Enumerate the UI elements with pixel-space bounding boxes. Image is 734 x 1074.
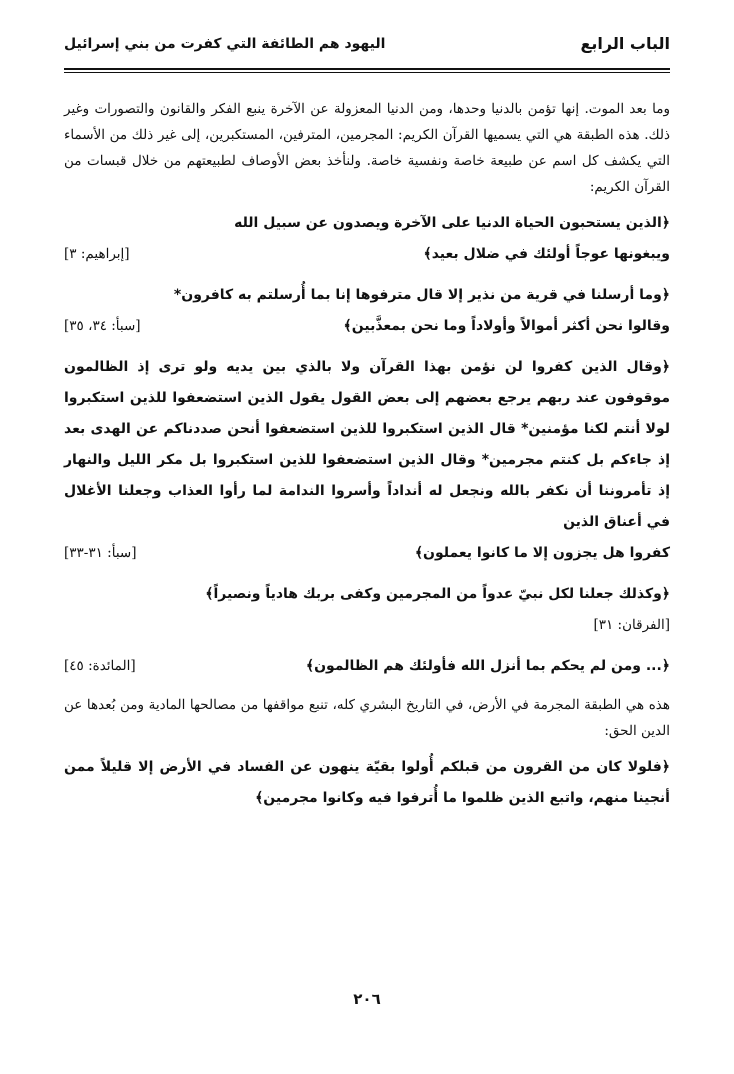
verse-hud <box>64 752 670 814</box>
verse-line: ويبغونها عوجاً أولئك في ضلال بعيد﴾ <box>423 246 670 262</box>
chapter-title: الباب الرابع <box>580 34 670 53</box>
verse-reference: [سبأ: ٣٤، ٣٥] <box>64 318 141 334</box>
verse-maidah <box>64 651 670 682</box>
verse-reference: [المائدة: ٤٥] <box>64 658 136 674</box>
verse-furqan <box>64 579 670 641</box>
verse-saba-34 <box>64 280 670 342</box>
verse-saba-31 <box>64 352 670 569</box>
verse-body: ﴿فلولا كان من القرون من قبلكم أُولوا بقيّة ينهون عن الفساد في الأرض إلا قليلاً ممن أنجينا منهم، واتبع الذين ظلموا ما أُترفوا فيه وكانوا مجرمين﴾ <box>64 759 670 806</box>
verse-reference: [إبراهيم: ٣] <box>64 246 130 262</box>
verse-reference: [سبأ: ٣١-٣٣] <box>64 545 137 561</box>
verse-reference: [الفرقان: ٣١] <box>593 617 670 633</box>
page-number: ٢٠٦ <box>353 990 381 1008</box>
running-title: اليهود هم الطائفة التي كفرت من بني إسرائيل <box>64 35 386 52</box>
page-body <box>64 96 670 824</box>
verse-body: ﴿وقال الذين كفروا لن نؤمن بهذا القرآن ولا بالذي بين يديه ولو ترى إذ الظالمون موقوفون عند ربهم يرجع بعضهم إلى بعض القول يقول الذين استضعفوا للذين استكبروا لولا أنتم لكنا مؤمنين* قال الذين استكبروا للذين استضعفوا أنحن صددناكم عن الهدى بعد إذ جاءكم بل كنتم مجرمين* وقال الذين استضعفوا للذين استكبروا بل مكر الليل والنهار إذ تأمروننا أن نكفر بالله ونجعل له أنداداً وأسروا الندامة لما رأوا العذاب وجعلنا الأغلال في أعناق الذين <box>64 359 670 530</box>
verse-line: ﴿الذين يستحبون الحياة الدنيا على الآخرة ويصدون عن سبيل الله <box>234 215 670 231</box>
verse-line: ﴿وما أرسلنا في قرية من نذير إلا قال مترفوها إنا بما أُرسلتم به كافرون* <box>173 287 670 303</box>
running-header <box>64 34 670 53</box>
header-rule <box>64 68 670 70</box>
verse-ibrahim <box>64 208 670 270</box>
verse-line: وقالوا نحن أكثر أموالاً وأولاداً وما نحن بمعذَّبين﴾ <box>343 318 670 334</box>
verse-line: ﴿وكذلك جعلنا لكل نبيّ عدواً من المجرمين وكفى بربك هادياً ونصيراً﴾ <box>205 586 670 602</box>
paragraph-intro: وما بعد الموت. إنها تؤمن بالدنيا وحدها، ومن الدنيا المعزولة عن الآخرة ينبع الفكر والقانون والتصورات وغير ذلك. هذه الطبقة هي التي يسميها القرآن الكريم: المجرمين، المترفين، المستكبرين، إلى غير ذلك من الأسماء التي يكشف كل اسم عن طبيعة خاصة ونفسية خاصة. ولنأخذ بعض الأوصاف لطبيعتهم من خلال قبسات من القرآن الكريم: <box>64 101 670 195</box>
paragraph-conclusion: هذه هي الطبقة المجرمة في الأرض، في التاريخ البشري كله، تنبع مواقفها من مصالحها المادية ومن بُعدها عن الدين الحق: <box>64 697 670 739</box>
verse-line: كفروا هل يجزون إلا ما كانوا يعملون﴾ <box>414 545 670 561</box>
header-rule-thin <box>64 72 670 73</box>
verse-line: ﴿... ومن لم يحكم بما أنزل الله فأولئك هم الظالمون﴾ <box>305 658 670 674</box>
